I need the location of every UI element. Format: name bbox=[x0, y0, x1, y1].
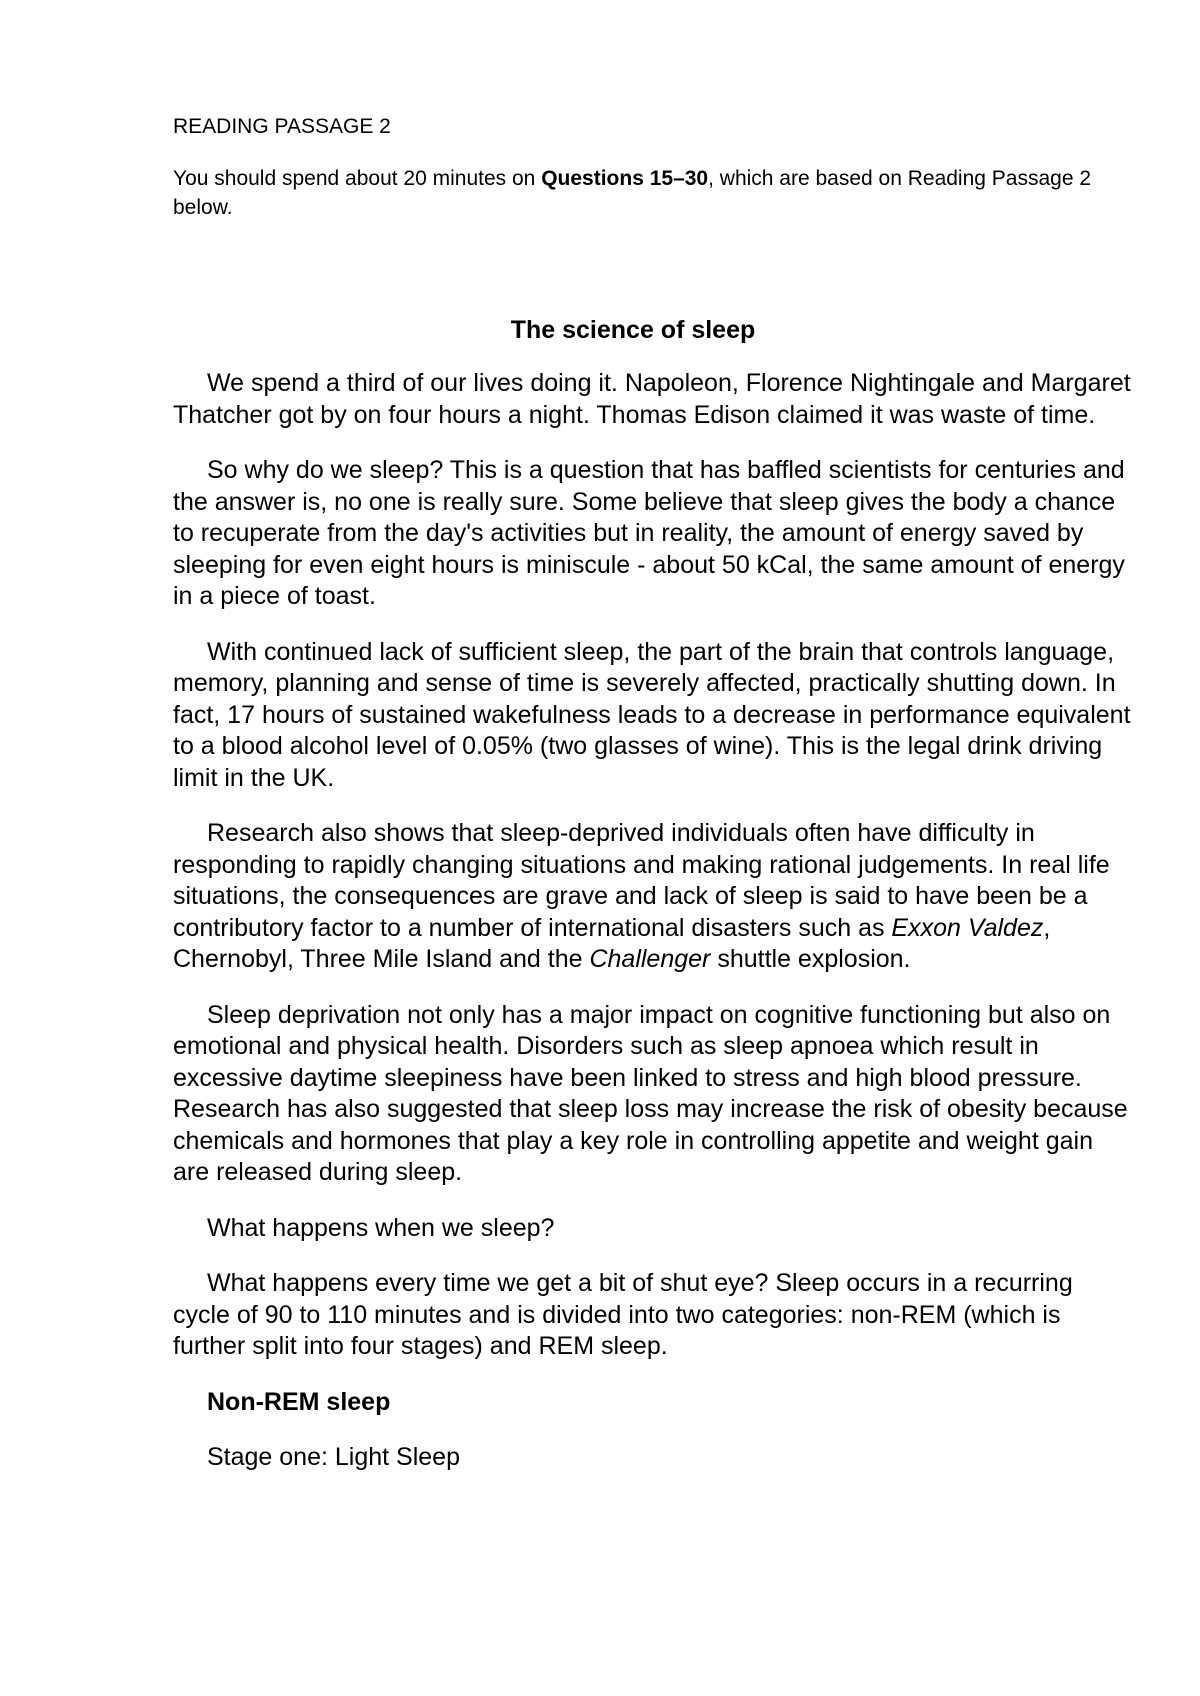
paragraph-4-italic-challenger: Challenger bbox=[589, 945, 711, 973]
paragraph-1: We spend a third of our lives doing it. Napoleon, Florence Nightingale and Margaret Thatcher got by on four hours a night. Thomas Edison claimed it was waste of time. bbox=[173, 369, 1131, 429]
stage-one-heading: Stage one: Light Sleep bbox=[207, 1443, 460, 1471]
paragraph-4-text-b: , Chernobyl, Three Mile Island and the bbox=[173, 913, 1051, 973]
article-title: The science of sleep bbox=[510, 316, 756, 344]
paragraph-4-italic-exxon: Exxon Valdez bbox=[891, 913, 1044, 942]
instructions bbox=[173, 164, 1093, 222]
paragraph-2: So why do we sleep? This is a question that has baffled scientists for centuries and the answer is, no one is really sure. Some believe that sleep gives the body a chance to recuperate from the day's activities but in reality, the amount of energy saved by sleeping for even eight hours is miniscule - about 50 kCal, the same amount of energy in a piece of toast. bbox=[173, 456, 1125, 610]
paragraph-4-text-a: Research also shows that sleep-deprived individuals often have difficulty in responding to rapidly changing situations and making rational judgements. In real life situations, the consequences are grave and lack of sleep is said to have been be a contributory factor to a number of international disasters such as bbox=[173, 819, 1110, 942]
document-page bbox=[173, 112, 1133, 1474]
paragraph-4 bbox=[173, 818, 1133, 976]
paragraph-4-text-c: shuttle explosion. bbox=[710, 945, 911, 973]
instructions-text-end: , which are based on Reading Passage 2 below. bbox=[173, 167, 1092, 219]
paragraph-5: Sleep deprivation not only has a major impact on cognitive functioning but also on emotional and physical health. Disorders such as sleep apnoea which result in excessive daytime sleepiness have been linked to stress and high blood pressure. Research has also suggested that sleep loss may increase the risk of obesity because chemicals and hormones that play a key role in controlling appetite and weight gain are released during sleep. bbox=[173, 1000, 1128, 1186]
paragraph-7: What happens every time we get a bit of shut eye? Sleep occurs in a recurring cycle of 90 to 110 minutes and is divided into two categories: non-REM (which is further split into four stages) and REM sleep. bbox=[173, 1269, 1073, 1360]
subheading-non-rem: Non-REM sleep bbox=[207, 1387, 391, 1416]
instructions-questions-range: Questions 15–30 bbox=[541, 167, 709, 190]
section-label: READING PASSAGE 2 bbox=[173, 115, 391, 138]
paragraph-6-question: What happens when we sleep? bbox=[207, 1213, 555, 1242]
instructions-text-start: You should spend about 20 minutes on bbox=[173, 167, 542, 190]
paragraph-3: With continued lack of sufficient sleep, the part of the brain that controls language, memory, planning and sense of time is severely affected, practically shutting down. In fact, 17 hours of sustained wakefulness leads to a decrease in performance equivalent to a blood alcohol level of 0.05% (two glasses of wine). This is the legal drink driving limit in the UK. bbox=[173, 637, 1131, 792]
article-body bbox=[173, 368, 1133, 1474]
